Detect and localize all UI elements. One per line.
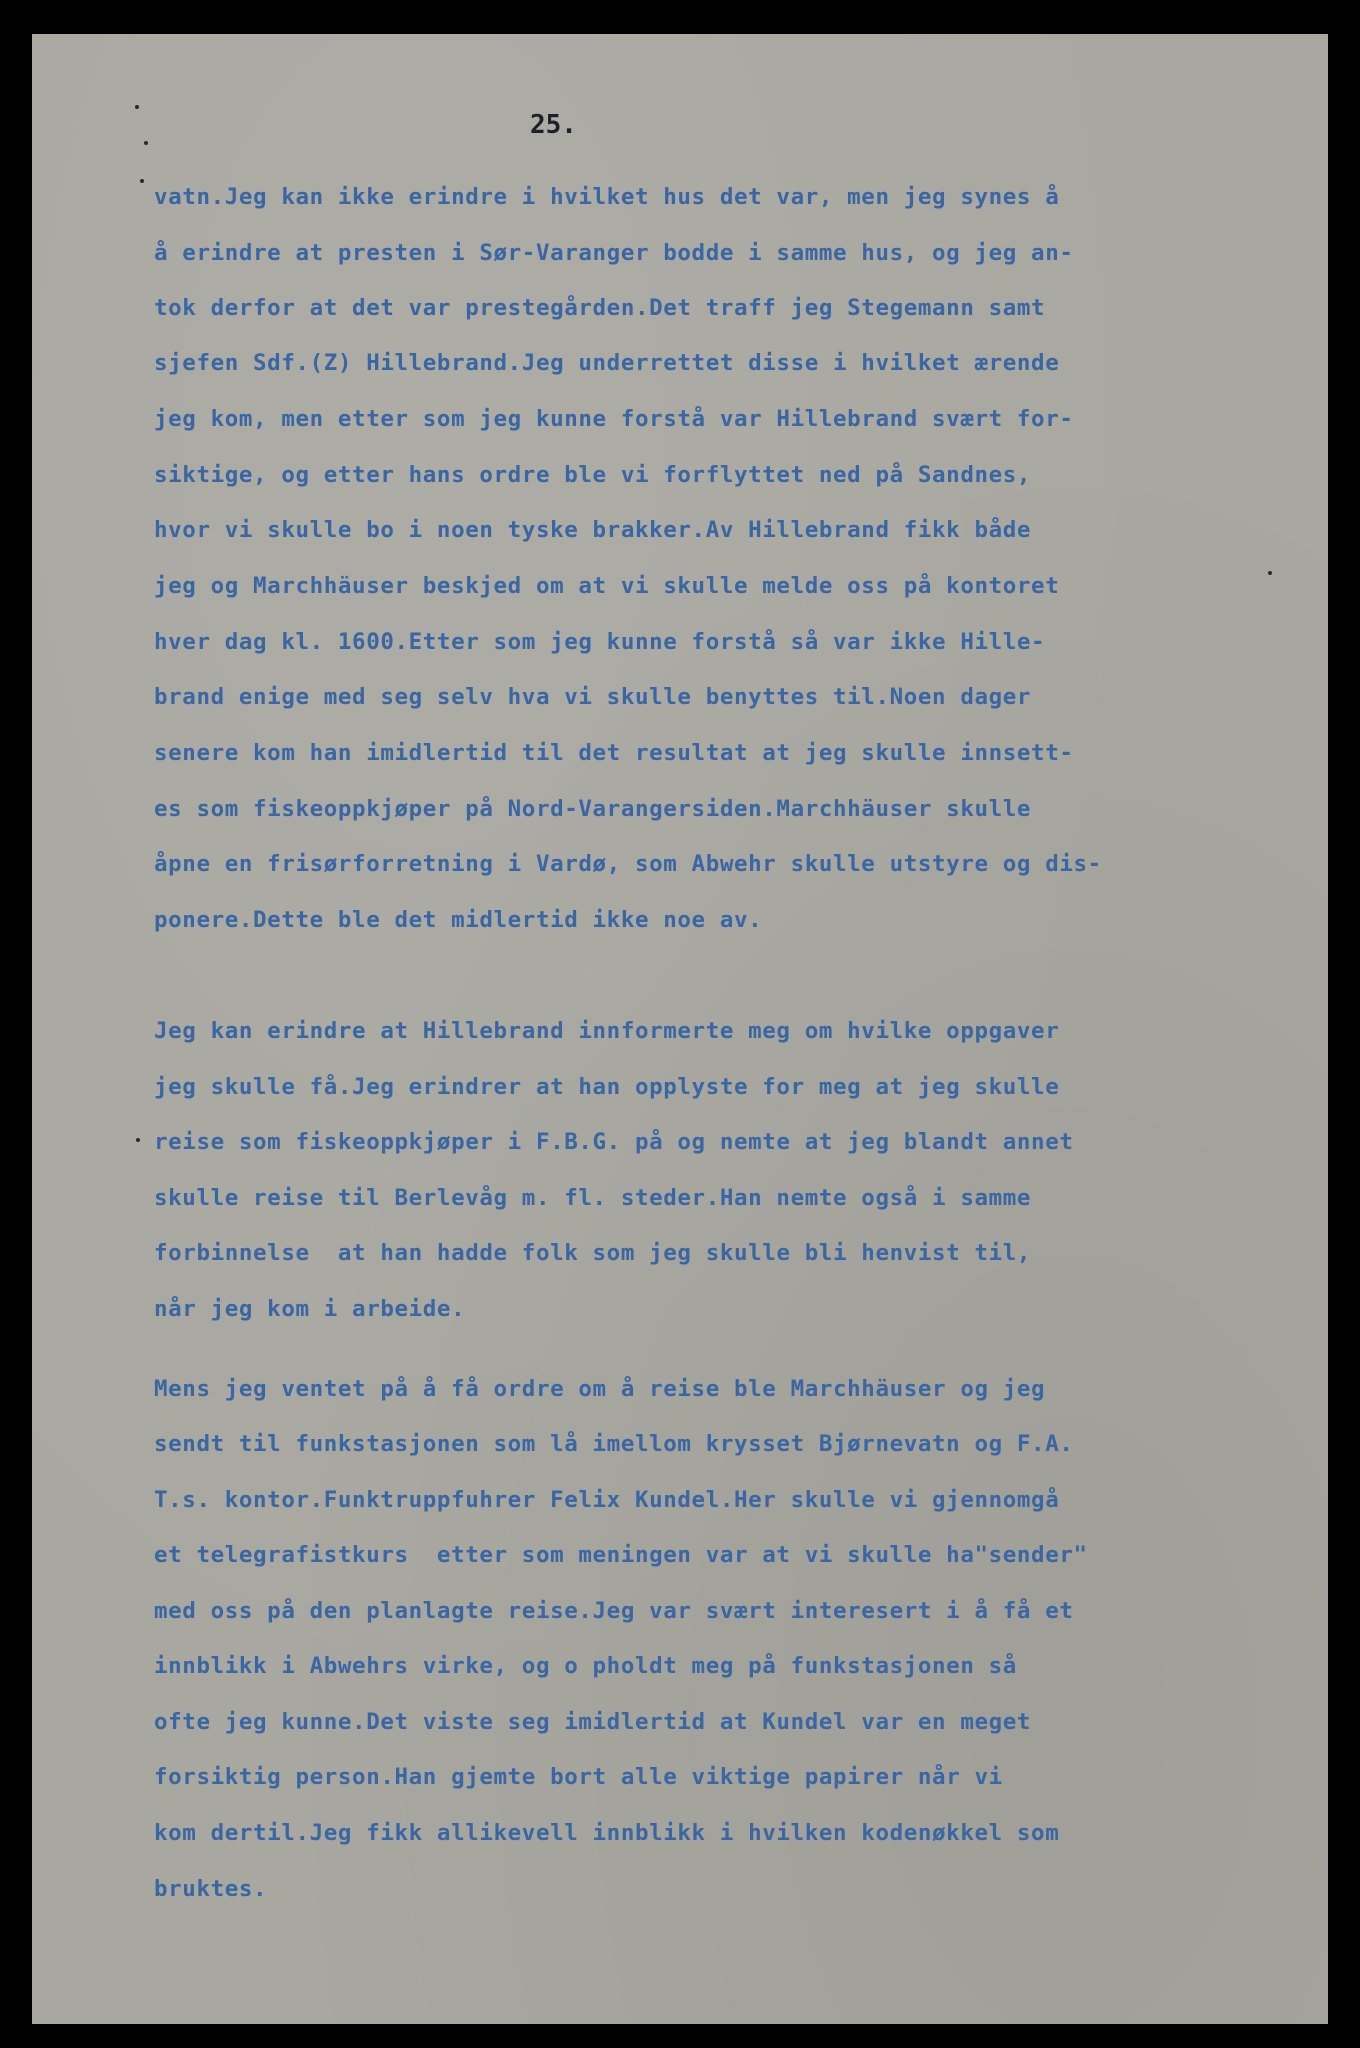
- text-line: Jeg kan erindre at Hillebrand innformerte meg om hvilke oppgaver: [154, 1018, 1060, 1044]
- text-line: sendt til funkstasjonen som lå imellom krysset Bjørnevatn og F.A.: [154, 1431, 1074, 1457]
- text-line: Mens jeg ventet på å få ordre om å reise ble Marchhäuser og jeg: [154, 1376, 1046, 1402]
- text-line: jeg og Marchhäuser beskjed om at vi skulle melde oss på kontoret: [154, 573, 1060, 599]
- document-page: [32, 34, 1328, 2024]
- text-line: brand enige med seg selv hva vi skulle benyttes til.Noen dager: [154, 684, 1032, 710]
- text-line: å erindre at presten i Sør-Varanger bodde i samme hus, og jeg an-: [154, 240, 1074, 266]
- text-line: forsiktig person.Han gjemte bort alle viktige papirer når vi: [154, 1764, 1003, 1790]
- text-line: ponere.Dette ble det midlertid ikke noe av.: [154, 907, 763, 933]
- text-line: reise som fiskeoppkjøper i F.B.G. på og nemte at jeg blandt annet: [154, 1129, 1074, 1155]
- text-line: sjefen Sdf.(Z) Hillebrand.Jeg underrettet disse i hvilket ærende: [154, 350, 1060, 376]
- ink-speck: [135, 105, 139, 109]
- text-line: T.s. kontor.Funktruppfuhrer Felix Kundel.Her skulle vi gjennomgå: [154, 1487, 1060, 1513]
- text-line: jeg skulle få.Jeg erindrer at han opplyste for meg at jeg skulle: [154, 1074, 1060, 1100]
- text-line: åpne en frisørforretning i Vardø, som Abwehr skulle utstyre og dis-: [154, 851, 1102, 877]
- body-text: [154, 34, 1324, 1902]
- page-number: 25.: [530, 110, 577, 140]
- text-line: vatn.Jeg kan ikke erindre i hvilket hus det var, men jeg synes å: [154, 184, 1060, 210]
- text-line: tok derfor at det var prestegården.Det traff jeg Stegemann samt: [154, 295, 1046, 321]
- text-line: når jeg kom i arbeide.: [154, 1296, 466, 1322]
- text-line: med oss på den planlagte reise.Jeg var svært interesert i å få et: [154, 1598, 1074, 1624]
- ink-speck: [144, 141, 148, 145]
- ink-speck: [136, 1138, 140, 1142]
- ink-speck: [140, 179, 144, 183]
- text-line: siktige, og etter hans ordre ble vi forflyttet ned på Sandnes,: [154, 462, 1032, 488]
- text-line: kom dertil.Jeg fikk allikevell innblikk i hvilken kodenøkkel som: [154, 1820, 1060, 1846]
- text-line: ofte jeg kunne.Det viste seg imidlertid at Kundel var en meget: [154, 1709, 1032, 1735]
- text-line: es som fiskeoppkjøper på Nord-Varangersiden.Marchhäuser skulle: [154, 796, 1032, 822]
- text-line: jeg kom, men etter som jeg kunne forstå var Hillebrand svært for-: [154, 406, 1074, 432]
- text-line: hvor vi skulle bo i noen tyske brakker.Av Hillebrand fikk både: [154, 517, 1032, 543]
- text-line: bruktes.: [154, 1876, 268, 1902]
- text-line: hver dag kl. 1600.Etter som jeg kunne forstå så var ikke Hille-: [154, 629, 1046, 655]
- text-line: innblikk i Abwehrs virke, og o pholdt meg på funkstasjonen så: [154, 1653, 1017, 1679]
- text-line: forbinnelse at han hadde folk som jeg skulle bli henvist til,: [154, 1240, 1032, 1266]
- text-line: skulle reise til Berlevåg m. fl. steder.Han nemte også i samme: [154, 1185, 1032, 1211]
- text-line: et telegrafistkurs etter som meningen var at vi skulle ha"sender": [154, 1542, 1088, 1568]
- text-line: senere kom han imidlertid til det resultat at jeg skulle innsett-: [154, 740, 1074, 766]
